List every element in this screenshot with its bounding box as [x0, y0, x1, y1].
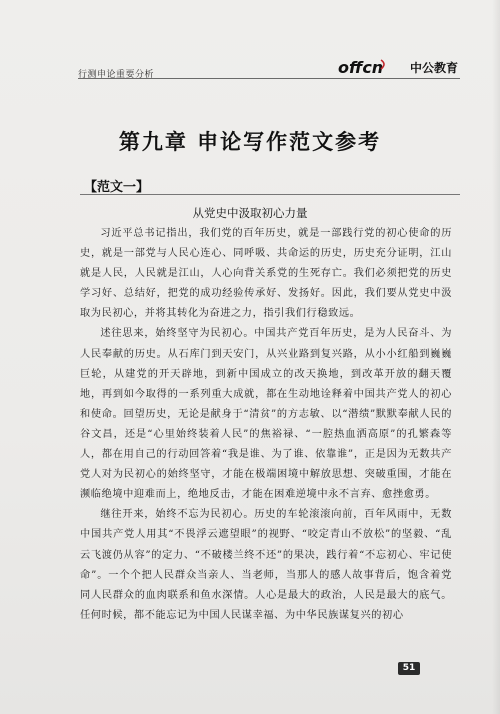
chapter-title: 第九章 申论写作范文参考 [118, 129, 382, 154]
logo-brand: offcn [337, 58, 384, 77]
article-title: 从党史中汲取初心力量 [192, 206, 308, 220]
paragraph: 述往思来，始终坚守为民初心。中国共产党百年历史，是为人民奋斗、为人民奉献的历史。从石库门到天安门，从兴业路到复兴路，从小小红船到巍巍巨轮，从建党的开天辟地，到新中国成立的改天换地，到改革开放的翻天覆地，再到如今取得的一系列重大成就，都在生动地诠释着中国共产党人的初心和使命。回望历史，无论是献身于“清贫”的方志敏、以“潜绩”默默奉献人民的谷文昌，还是“心里始终装着人民”的焦裕禄、“一腔热血洒高原”的孔繁森等人，都在用自己的行动回答着“我是谁、为了谁、依靠谁”，正是因为无数共产党人对为民初心的始终坚守，才能在极端困境中解放思想、突破重围，才能在濒临绝境中迎难而上，绝地反击，才能在困难逆境中永不言弃、愈挫愈勇。 [80, 328, 452, 501]
logo-text: 中公教育 [409, 60, 458, 75]
page-number: 51 [398, 662, 420, 675]
article-body [80, 224, 452, 626]
offcn-logo [337, 57, 458, 77]
paragraph: 习近平总书记指出，我们党的百年历史，就是一部践行党的初心使命的历史，就是一部党与人民心连心、同呼吸、共命运的历史，历史充分证明，江山就是人民，人民就是江山，人心向背关系党的生死存亡。我们必须把党的历史学习好、总结好，把党的成功经验传承好、发扬好。因此，我们要从党史中汲取为民初心，并将其转化为奋进之力，指引我们行稳致远。 [80, 228, 452, 320]
section-rule [80, 194, 460, 195]
page-edge-shadow [492, 0, 500, 714]
offcn-logo-icon [337, 57, 407, 77]
header-rule [78, 78, 460, 79]
running-head: 行测申论重要分析 [78, 70, 155, 80]
paragraph: 继往开来，始终不忘为民初心。历史的车轮滚滚向前，百年风雨中，无数中国共产党人用其“不畏浮云遮望眼”的视野、“咬定青山不放松”的坚毅、“乱云飞渡仍从容”的定力、“不破楼兰终不还”的果决，践行着“不忘初心、牢记使命”。一个个把人民群众当亲人、当老师，当那人的感人故事背后，饱含着党同人民群众的血肉联系和鱼水深情。人心是最大的政治，人民是最大的底气。任何时候，都不能忘记为中国人民谋幸福、为中华民族谋复兴的初心 [80, 509, 452, 621]
section-label: 【范文一】 [84, 180, 150, 195]
